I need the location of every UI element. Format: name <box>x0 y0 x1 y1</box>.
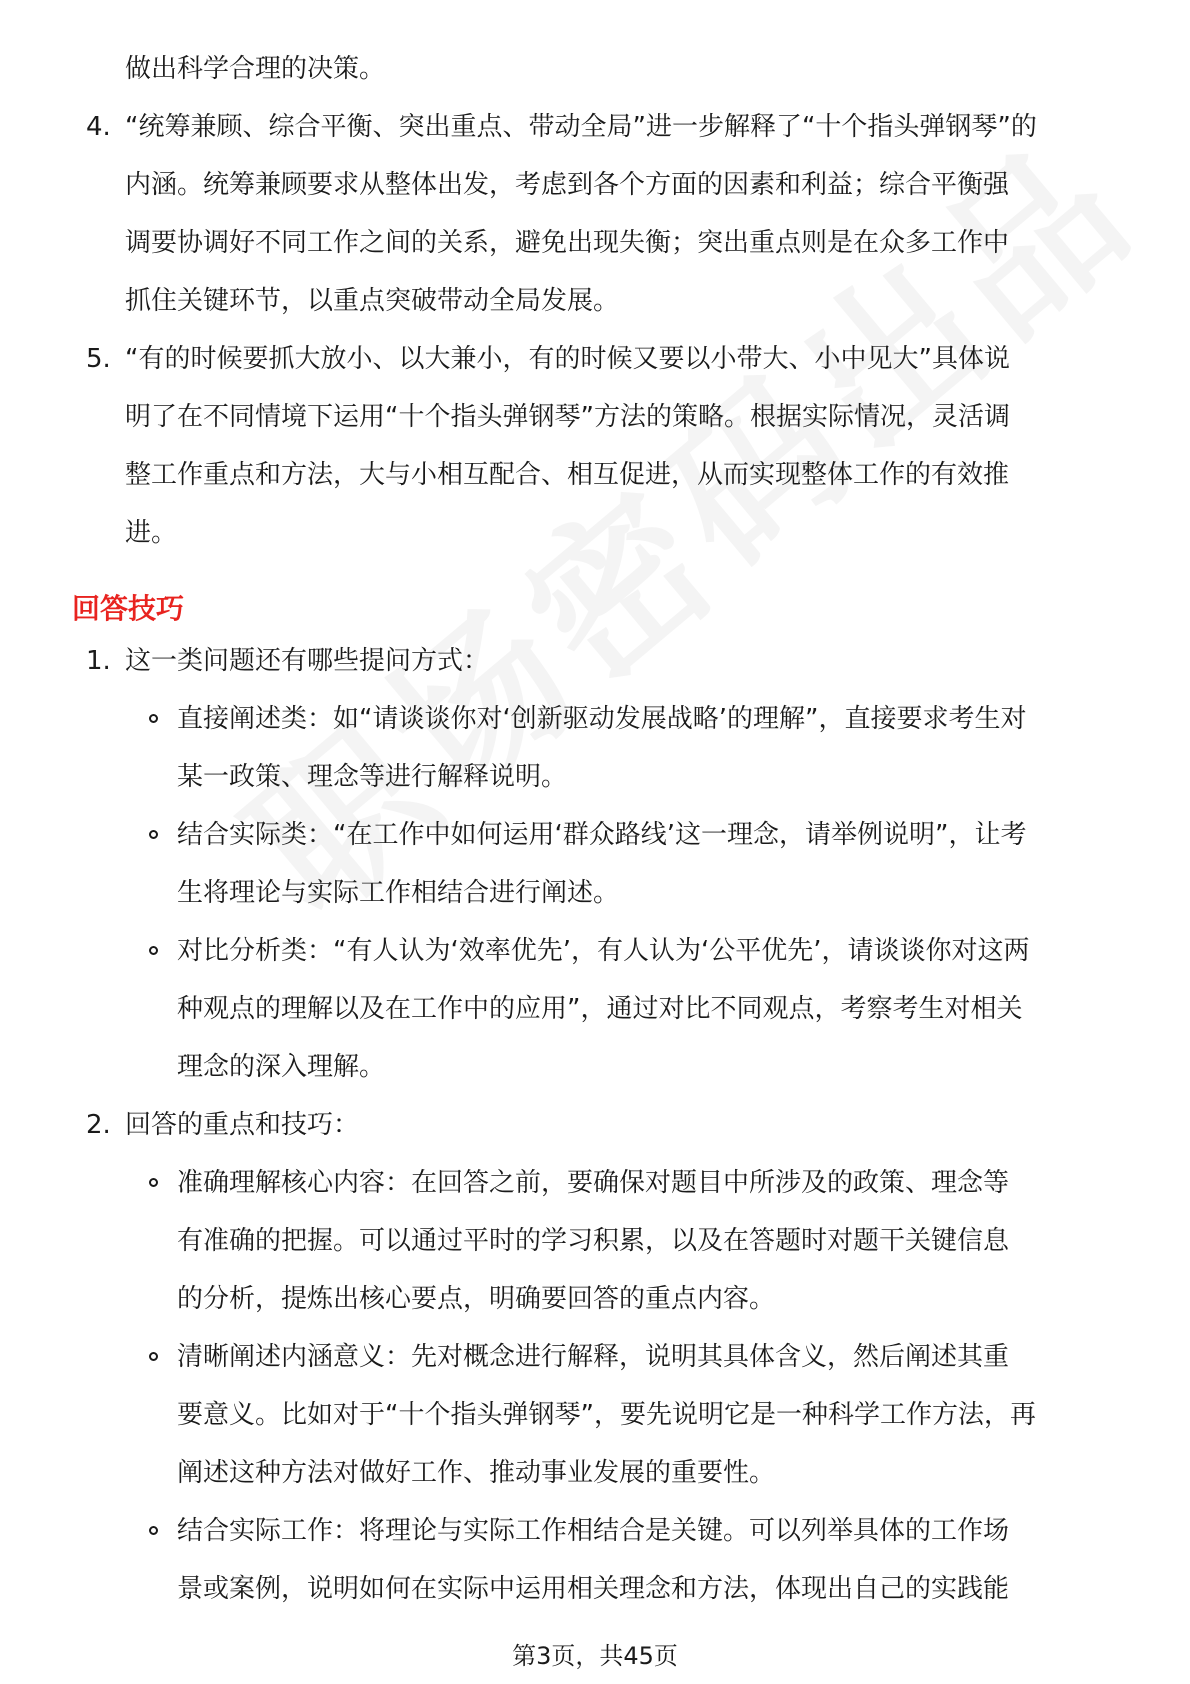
text-line: 理念的深入理解。 <box>177 1052 386 1082</box>
list-item-5 <box>0 330 1190 562</box>
text-line: 某一政策、理念等进行解释说明。 <box>177 762 568 792</box>
text-line: 生将理论与实际工作相结合进行阐述。 <box>177 878 620 908</box>
list-item-2 <box>0 1096 1190 1618</box>
text-line: 明了在不同情境下运用“十个指头弹钢琴”方法的策略。根据实际情况，灵活调 <box>125 402 1010 432</box>
text-line: 阐述这种方法对做好工作、推动事业发展的重要性。 <box>177 1458 776 1488</box>
hollow-circle-bullet-icon <box>149 830 158 839</box>
sub-list-item <box>125 1154 1190 1328</box>
text-line: 景或案例，说明如何在实际中运用相关理念和方法，体现出自己的实践能 <box>177 1574 1010 1604</box>
text-line: 调要协调好不同工作之间的关系，避免出现失衡；突出重点则是在众多工作中 <box>125 228 1010 258</box>
hollow-circle-bullet-icon <box>149 1526 158 1535</box>
sub-list-item <box>125 690 1190 806</box>
text-line: 直接阐述类：如“请谈谈你对‘创新驱动发展战略’的理解”，直接要求考生对 <box>177 704 1027 734</box>
list-number: 4. <box>86 112 111 142</box>
sub-list-item <box>125 1328 1190 1502</box>
hollow-circle-bullet-icon <box>149 946 158 955</box>
sub-list <box>125 690 1190 1096</box>
text-line: 准确理解核心内容：在回答之前，要确保对题目中所涉及的政策、理念等 <box>177 1168 1010 1198</box>
sub-list-item <box>125 922 1190 1096</box>
sub-list <box>125 1154 1190 1618</box>
list-item-4 <box>0 98 1190 330</box>
text-line: 要意义。比如对于“十个指头弹钢琴”，要先说明它是一种科学工作方法，再 <box>177 1400 1036 1430</box>
text-line: 清晰阐述内涵意义：先对概念进行解释，说明其具体含义，然后阐述其重 <box>177 1342 1010 1372</box>
list-item-1 <box>0 632 1190 1096</box>
continuation-text <box>125 40 385 98</box>
section-heading: 回答技巧 <box>72 592 185 625</box>
hollow-circle-bullet-icon <box>149 714 158 723</box>
text-line: 这一类问题还有哪些提问方式： <box>125 646 490 676</box>
text-line: 整工作重点和方法，大与小相互配合、相互促进，从而实现整体工作的有效推 <box>125 460 1010 490</box>
text-line: 进。 <box>125 518 178 548</box>
list-number: 5. <box>86 344 111 374</box>
text-line: 结合实际工作：将理论与实际工作相结合是关键。可以列举具体的工作场 <box>177 1516 1010 1546</box>
text-line: 内涵。统筹兼顾要求从整体出发，考虑到各个方面的因素和利益；综合平衡强 <box>125 170 1010 200</box>
list-number: 2. <box>86 1110 111 1140</box>
text-line: 做出科学合理的决策。 <box>125 54 386 84</box>
hollow-circle-bullet-icon <box>149 1178 158 1187</box>
text-line: 的分析，提炼出核心要点，明确要回答的重点内容。 <box>177 1284 776 1314</box>
text-line: 对比分析类：“有人认为‘效率优先’，有人认为‘公平优先’，请谈谈你对这两 <box>177 936 1030 966</box>
list-number: 1. <box>86 646 111 676</box>
hollow-circle-bullet-icon <box>149 1352 158 1361</box>
page-footer: 第3页，共45页 <box>512 1642 678 1670</box>
text-line: “统筹兼顾、综合平衡、突出重点、带动全局”进一步解释了“十个指头弹钢琴”的 <box>125 112 1037 142</box>
text-line: 有准确的把握。可以通过平时的学习积累，以及在答题时对题干关键信息 <box>177 1226 1010 1256</box>
text-line: 抓住关键环节，以重点突破带动全局发展。 <box>125 286 620 316</box>
numbered-list-tips <box>0 632 1190 1618</box>
text-line: 结合实际类：“在工作中如何运用‘群众路线’这一理念，请举例说明”，让考 <box>177 820 1027 850</box>
sub-list-item <box>125 806 1190 922</box>
text-line: 种观点的理解以及在工作中的应用”，通过对比不同观点，考察考生对相关 <box>177 994 1023 1024</box>
text-line: 回答的重点和技巧： <box>125 1110 360 1140</box>
numbered-list-continued <box>0 98 1190 562</box>
sub-list-item <box>125 1502 1190 1618</box>
text-line: “有的时候要抓大放小、以大兼小，有的时候又要以小带大、小中见大”具体说 <box>125 344 1010 374</box>
